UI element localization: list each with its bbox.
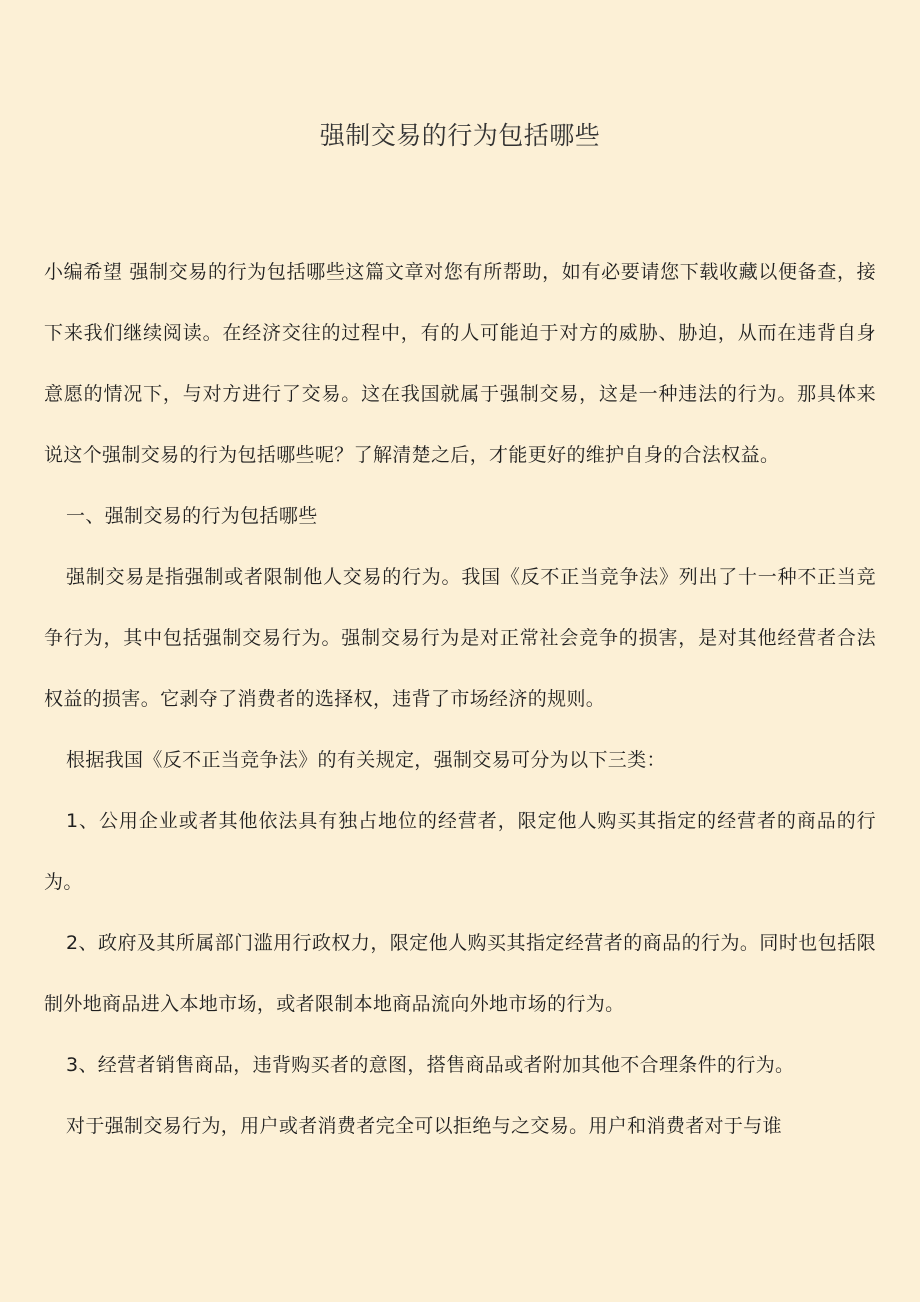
section-heading: 一、强制交易的行为包括哪些 <box>66 505 318 527</box>
classification-intro: 根据我国《反不正当竞争法》的有关规定，强制交易可分为以下三类： <box>66 749 666 771</box>
list-item-2: 2、政府及其所属部门滥用行政权力，限定他人购买其指定经营者的商品的行为。同时也包括限制外地商品进入本地市场，或者限制本地商品流向外地市场的行为。 <box>44 932 876 1015</box>
list-item-1: 1、公用企业或者其他依法具有独占地位的经营者，限定他人购买其指定的经营者的商品的行为。 <box>44 810 876 893</box>
document-body <box>44 242 876 1157</box>
list-item-3: 3、经营者销售商品，违背购买者的意图，搭售商品或者附加其他不合理条件的行为。 <box>66 1054 795 1076</box>
intro-paragraph: 小编希望 强制交易的行为包括哪些这篇文章对您有所帮助，如有必要请您下载收藏以便备查，接下来我们继续阅读。在经济交往的过程中，有的人可能迫于对方的威胁、胁迫，从而在违背自身意愿的情况下，与对方进行了交易。这在我国就属于强制交易，这是一种违法的行为。那具体来说这个强制交易的行为包括哪些呢？了解清楚之后，才能更好的维护自身的合法权益。 <box>44 261 876 466</box>
definition-paragraph: 强制交易是指强制或者限制他人交易的行为。我国《反不正当竞争法》列出了十一种不正当竞争行为，其中包括强制交易行为。强制交易行为是对正常社会竞争的损害，是对其他经营者合法权益的损害。它剥夺了消费者的选择权，违背了市场经济的规则。 <box>44 566 876 710</box>
document-title: 强制交易的行为包括哪些 <box>319 121 601 150</box>
closing-paragraph: 对于强制交易行为，用户或者消费者完全可以拒绝与之交易。用户和消费者对于与谁 <box>66 1115 782 1137</box>
